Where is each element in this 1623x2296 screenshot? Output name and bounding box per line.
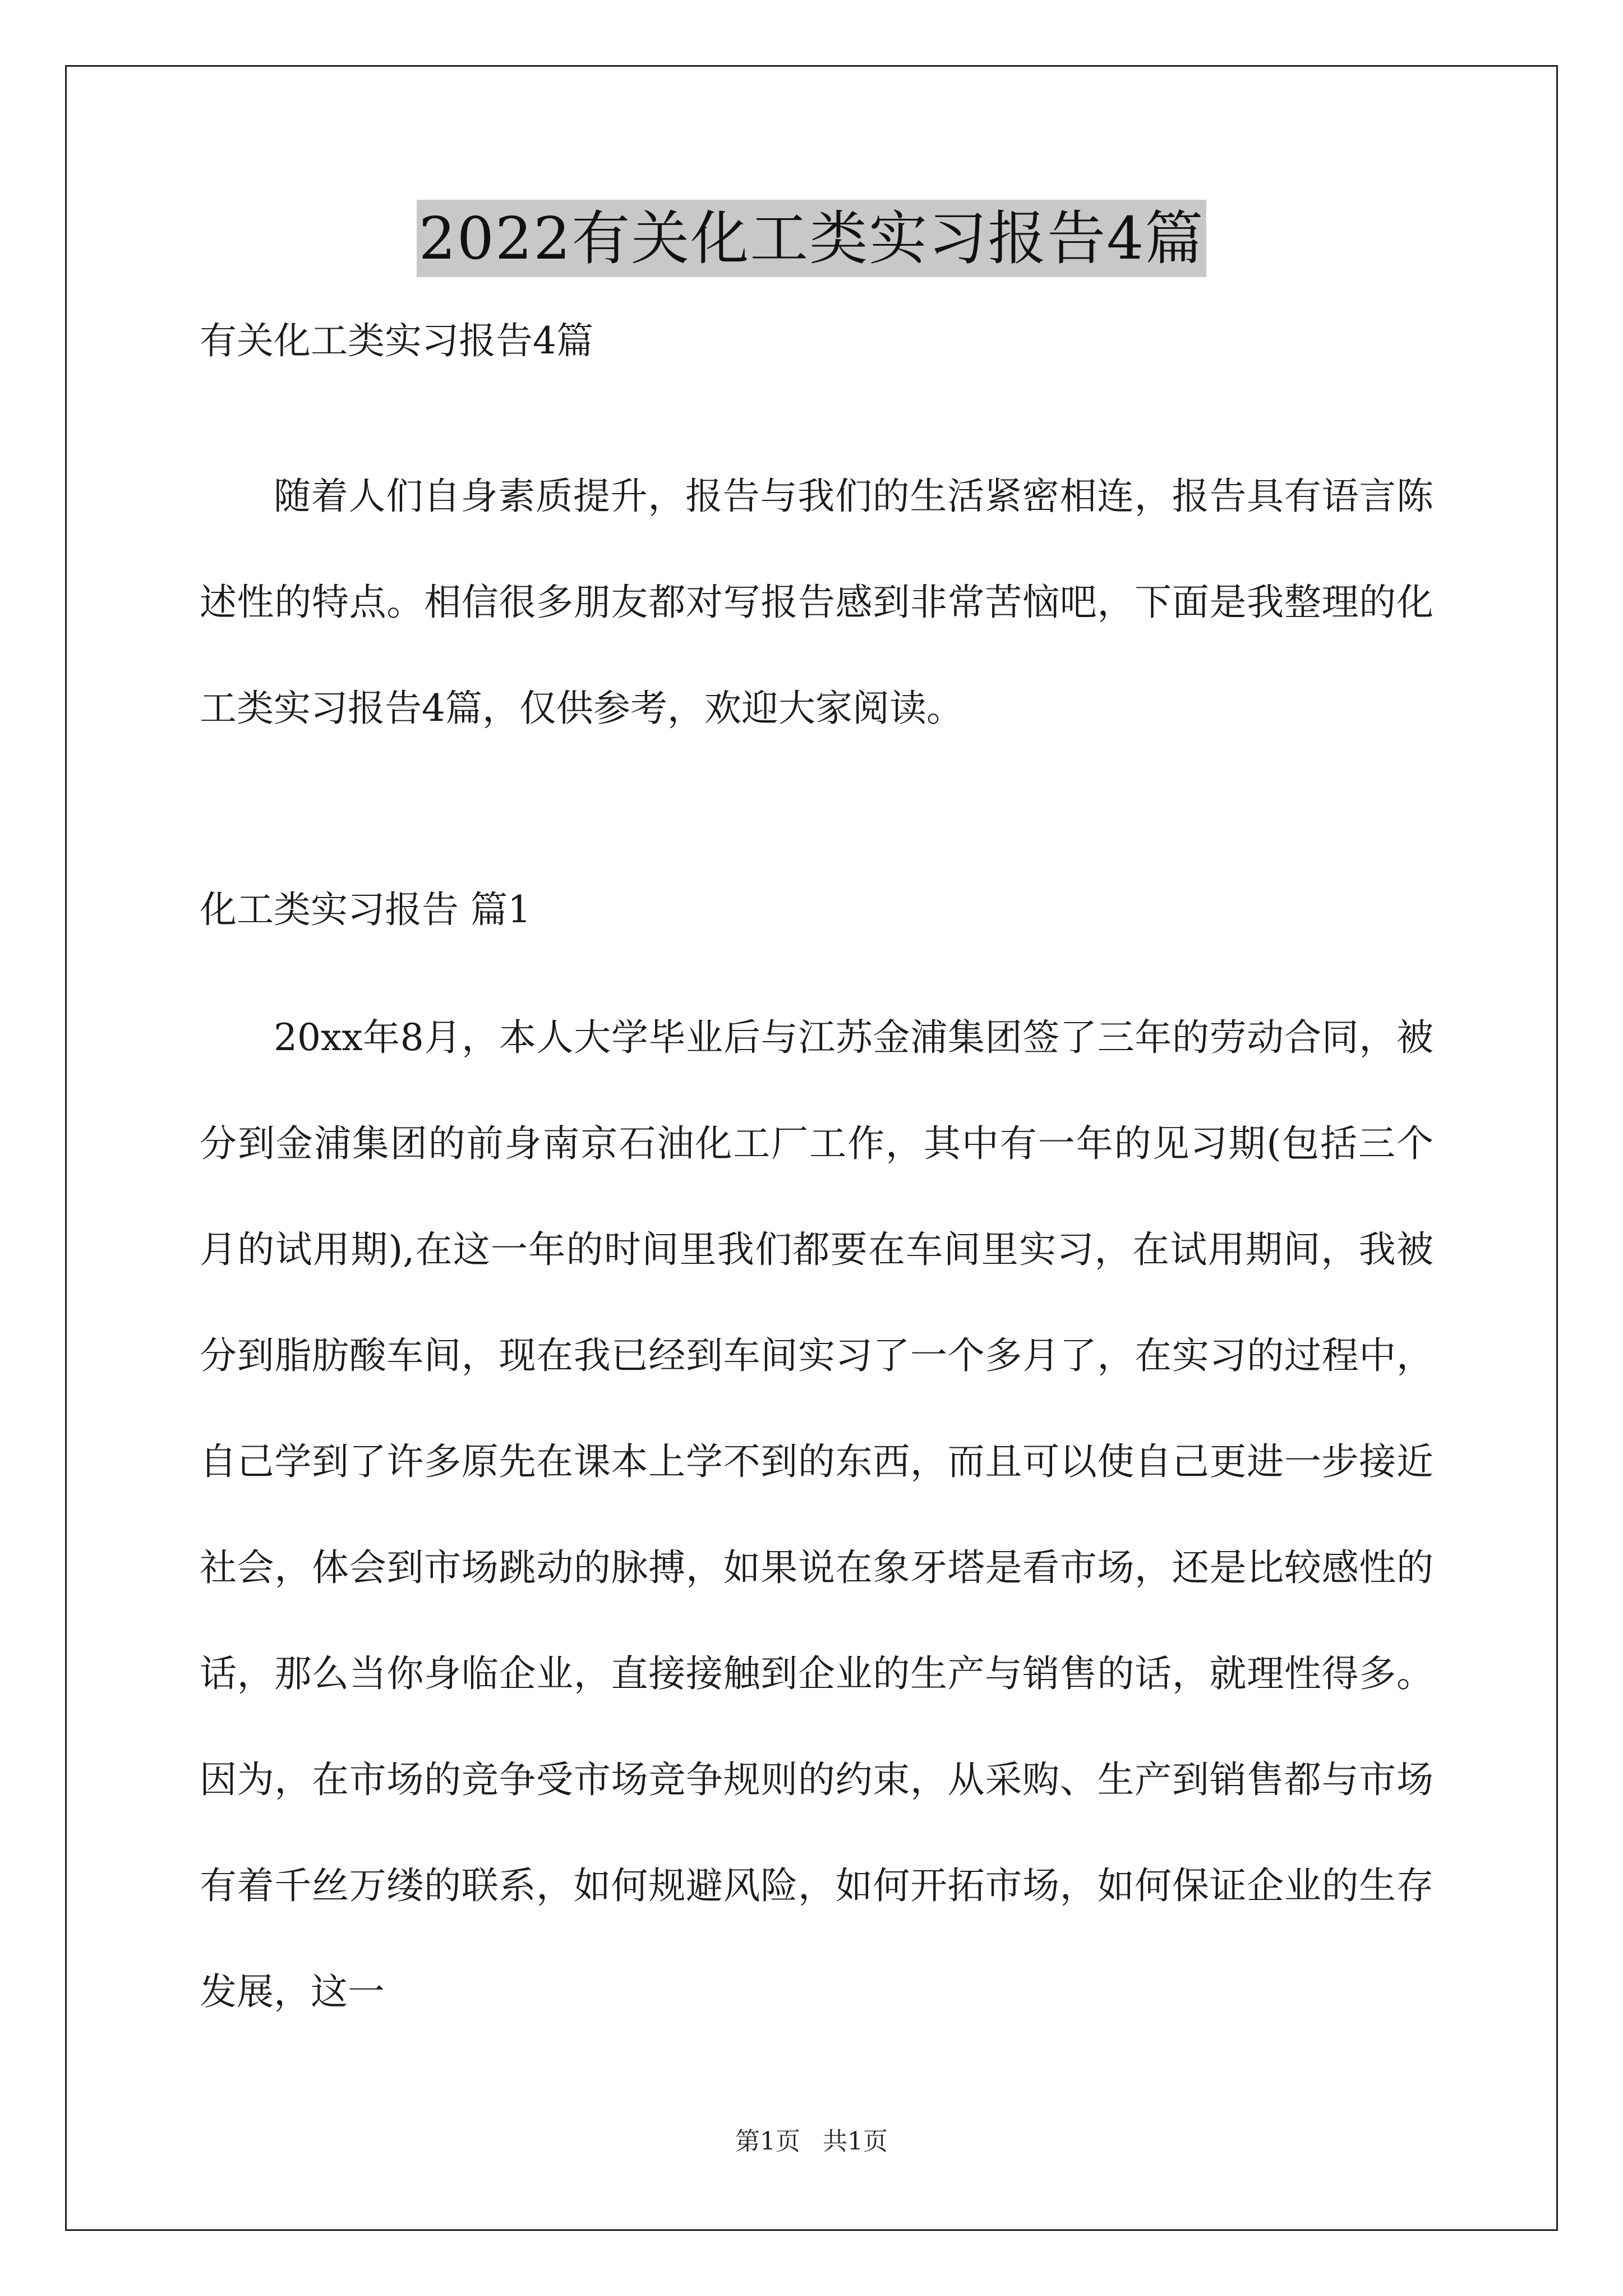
section-heading: 化工类实习报告 篇1 bbox=[200, 888, 531, 931]
title-container bbox=[0, 200, 1623, 277]
document-subtitle: 有关化工类实习报告4篇 bbox=[200, 319, 593, 362]
page-footer bbox=[0, 2126, 1623, 2157]
page-number: 第1页 bbox=[735, 2127, 800, 2156]
intro-paragraph: 随着人们自身素质提升，报告与我们的生活紧密相连，报告具有语言陈述性的特点。相信很多朋友都对写报告感到非常苦恼吧，下面是我整理的化工类实习报告4篇，仅供参考，欢迎大家阅读。 bbox=[200, 475, 1433, 730]
page-total: 共1页 bbox=[823, 2127, 888, 2156]
body-paragraph: 20xx年8月，本人大学毕业后与江苏金浦集团签了三年的劳动合同，被分到金浦集团的前身南京石油化工厂工作，其中有一年的见习期(包括三个月的试用期),在这一年的时间里我们都要在车间里实习，在试用期间，我被分到脂肪酸车间，现在我已经到车间实习了一个多月了，在实习的过程中，自己学到了许多原先在课本上学不到的东西，而且可以使自己更进一步接近社会，体会到市场跳动的脉搏，如果说在象牙塔是看市场，还是比较感性的话，那么当你身临企业，直接接触到企业的生产与销售的话，就理性得多。因为，在市场的竞争受市场竞争规则的约束，从采购、生产到销售都与市场有着千丝万缕的联系，如何规避风险，如何开拓市场，如何保证企业的生存发展，这一 bbox=[200, 1016, 1433, 2013]
document-title: 2022有关化工类实习报告4篇 bbox=[417, 200, 1207, 277]
